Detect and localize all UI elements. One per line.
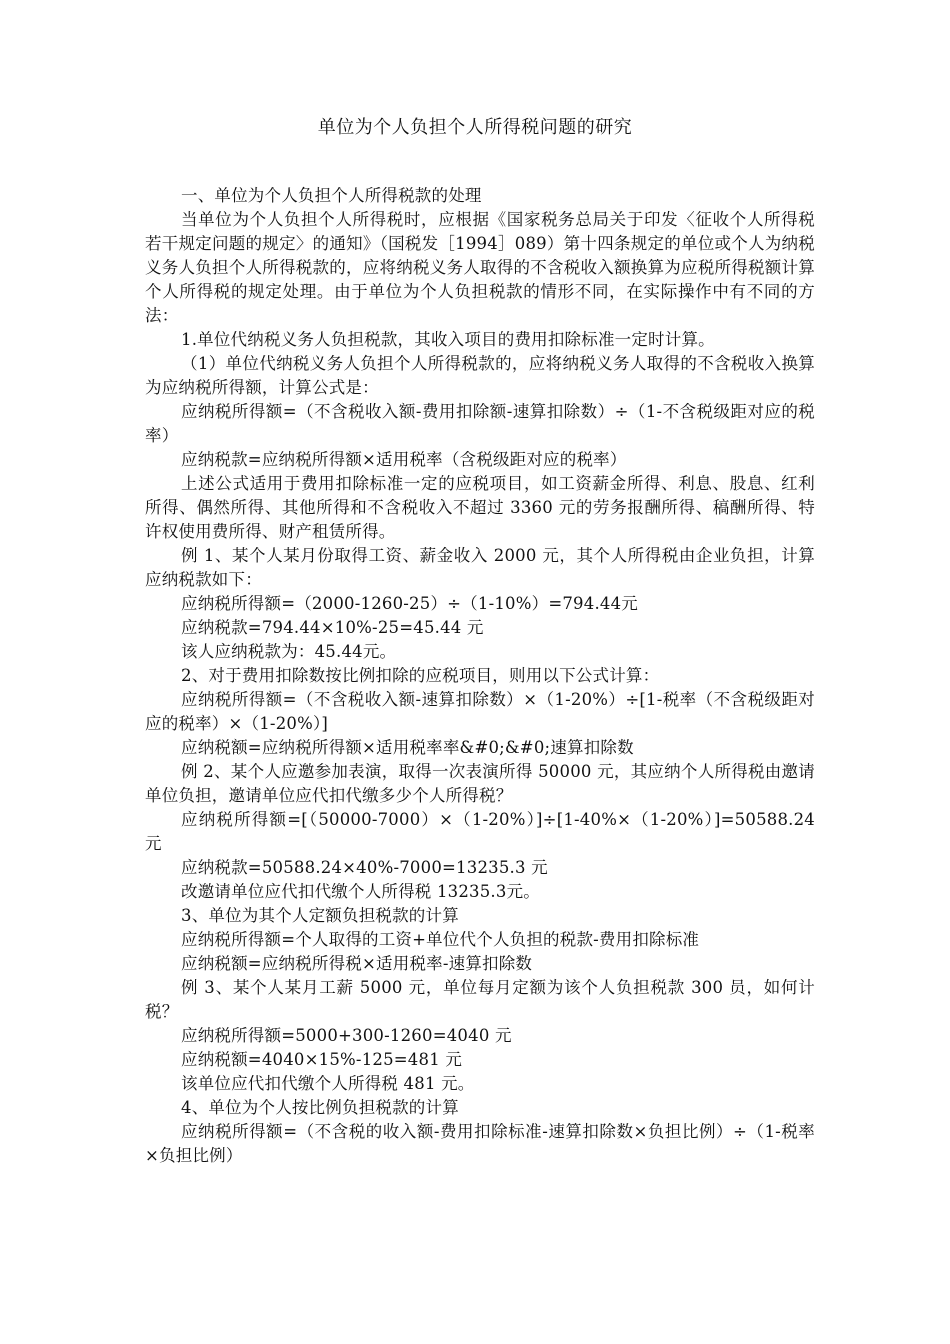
result-line: 该单位应代扣代缴个人所得税 481 元。: [181, 1074, 475, 1093]
formula-line: 应纳税所得额=个人取得的工资+单位代个人负担的税款-费用扣除标准: [181, 930, 700, 949]
document-title: 单位为个人负担个人所得税问题的研究: [317, 117, 633, 138]
body-paragraph: 当单位为个人负担个人所得税时，应根据《国家税务总局关于印发〈征收个人所得税若干规定问题的规定〉的通知》（国税发［1994］089）第十四条规定的单位或个人为纳税义务人负担个人所得税款的，应将纳税义务人取得的不含税收入额换算为应税所得税额计算个人所得税的规定处理。由于单位为个人负担税款的情形不同，在实际操作中有不同的方法：: [145, 210, 815, 325]
subsection-heading: 4、单位为个人按比例负担税款的计算: [181, 1098, 459, 1117]
formula-line: 应纳税额=应纳税所得税×适用税率-速算扣除数: [181, 954, 533, 973]
result-line: 该人应纳税款为：45.44元。: [181, 642, 397, 661]
subsection-heading: 2、对于费用扣除数按比例扣除的应税项目，则用以下公式计算：: [181, 666, 660, 685]
body-paragraph: 上述公式适用于费用扣除标准一定的应税项目，如工资薪金所得、利息、股息、红利所得、偶然所得、其他所得和不含税收入不超过 3360 元的劳务报酬所得、稿酬所得、特许权使用费所得、财产租赁所得。: [145, 474, 815, 541]
formula-line: 应纳税所得额=（2000-1260-25）÷（1-10%）=794.44元: [181, 594, 638, 613]
formula-line: 应纳税额=4040×15%-125=481 元: [181, 1050, 463, 1069]
example-paragraph: 例 1、某个人某月份取得工资、薪金收入 2000 元，其个人所得税由企业负担，计算应纳税款如下：: [145, 546, 815, 589]
formula-line: 应纳税所得额=（不含税收入额-速算扣除数）×（1-20%）÷[1-税率（不含税级距对应的税率）×（1-20%）]: [145, 690, 815, 733]
section-heading: 一、单位为个人负担个人所得税款的处理: [181, 186, 482, 205]
formula-line: 应纳税款=应纳税所得额×适用税率（含税级距对应的税率）: [181, 450, 627, 469]
body-paragraph: （1）单位代纳税义务人负担个人所得税款的，应将纳税义务人取得的不含税收入换算为应纳税所得额，计算公式是：: [145, 354, 815, 397]
document-body: [145, 184, 815, 1168]
formula-line: 应纳税所得额=[（50000-7000）×（1-20%）]÷[1-40%×（1-20%）]=50588.24 元: [145, 810, 815, 853]
result-line: 改邀请单位应代扣代缴个人所得税 13235.3元。: [181, 882, 540, 901]
example-paragraph: 例 3、某个人某月工薪 5000 元，单位每月定额为该个人负担税款 300 员，如何计税？: [145, 978, 815, 1021]
formula-line: 应纳税所得额=（不含税的收入额-费用扣除标准-速算扣除数×负担比例）÷（1-税率×负担比例）: [145, 1122, 815, 1165]
example-paragraph: 例 2、某个人应邀参加表演，取得一次表演所得 50000 元，其应纳个人所得税由邀请单位负担，邀请单位应代扣代缴多少个人所得税？: [145, 762, 815, 805]
formula-line: 应纳税所得额=5000+300-1260=4040 元: [181, 1026, 512, 1045]
subsection-heading: 1.单位代纳税义务人负担税款，其收入项目的费用扣除标准一定时计算。: [181, 330, 715, 349]
formula-line: 应纳税所得额=（不含税收入额-费用扣除额-速算扣除数）÷（1-不含税级距对应的税率）: [145, 402, 815, 445]
formula-line: 应纳税款=794.44×10%-25=45.44 元: [181, 618, 484, 637]
subsection-heading: 3、单位为其个人定额负担税款的计算: [181, 906, 459, 925]
formula-line: 应纳税款=50588.24×40%-7000=13235.3 元: [181, 858, 548, 877]
formula-line: 应纳税额=应纳税所得额×适用税率率&#0;&#0;速算扣除数: [181, 738, 634, 757]
